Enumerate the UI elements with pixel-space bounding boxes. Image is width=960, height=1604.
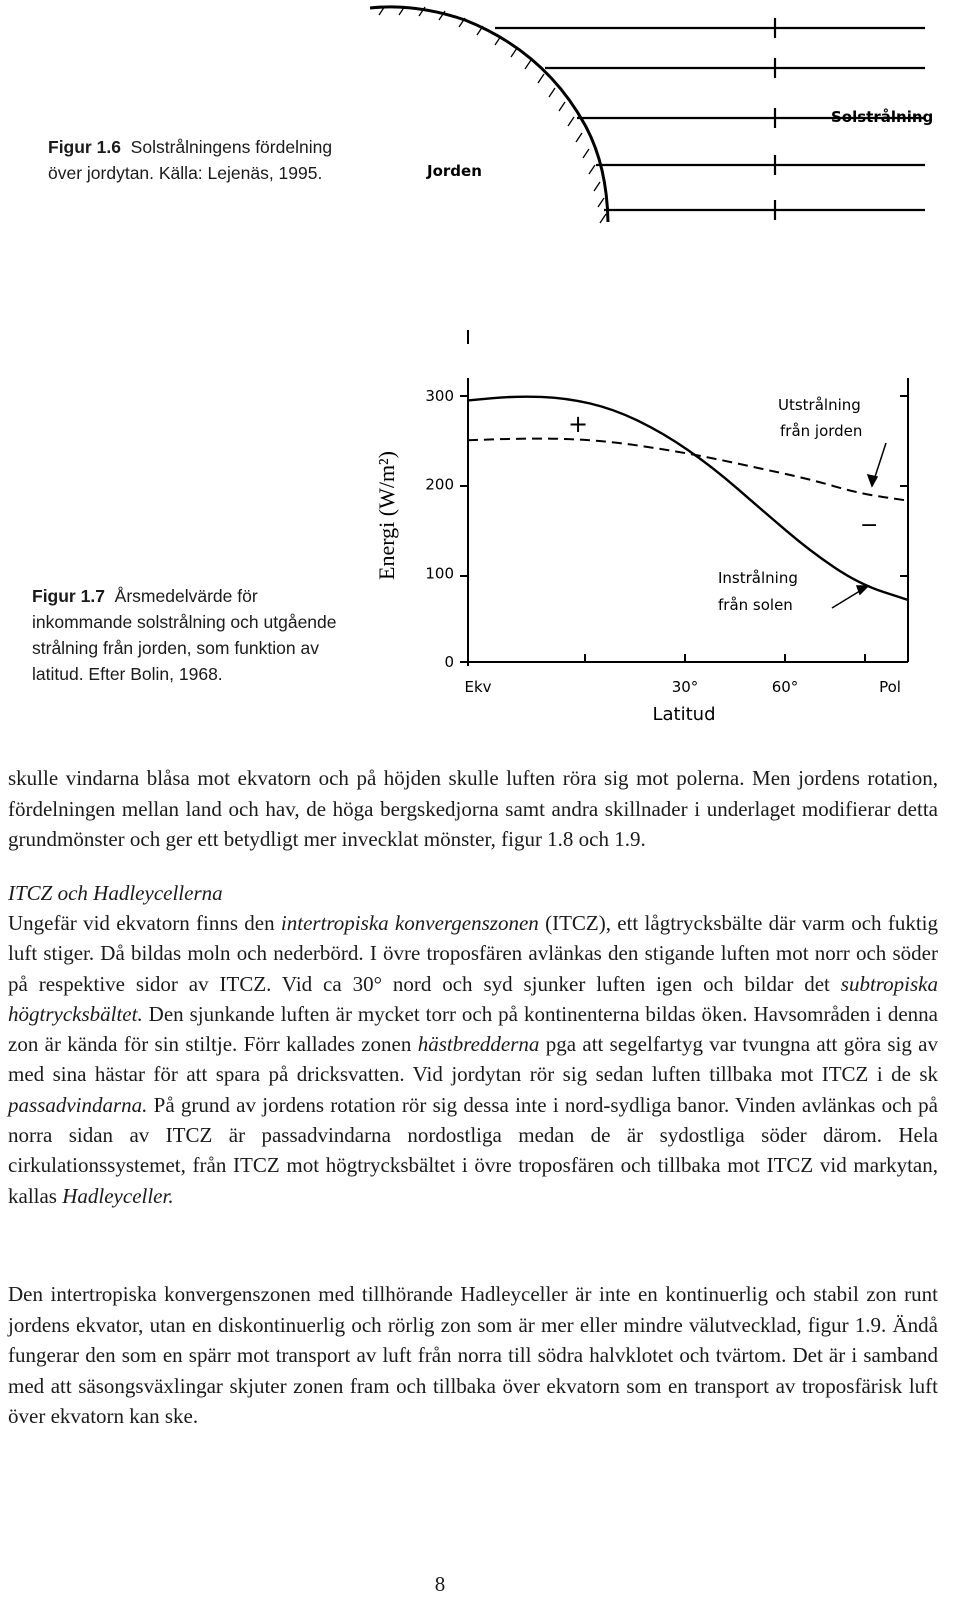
figure-1-6-diagram [355,0,945,225]
figure-1-6-caption [48,134,348,186]
outgoing-radiation-line [468,439,908,501]
x-axis-label: Latitud [652,704,716,725]
hatch-mark [525,60,531,69]
x-tick-label: Pol [879,678,901,696]
x-tick-label: 30° [671,678,699,696]
legend-outgoing-line2: från jorden [780,422,863,440]
label-solar-radiation: Solstrålning [831,108,934,126]
hatch-mark [589,165,595,174]
label-earth: Jorden [427,162,482,180]
y-tick-label: 100 [425,564,454,583]
annotation-minus: − [860,513,879,538]
italic-term: passadvindarna. [8,1092,148,1117]
figure-1-7-caption-text: Årsmedelvärde för inkommande solstrålning och utgående strålning från jorden, som funktion av latitud. Efter Bolin, 1968. [32,586,337,684]
italic-term: subtropiska högtrycksbältet. [8,971,938,1026]
annotation-plus: + [568,410,589,438]
section-itcz [8,878,938,1211]
legend-incoming-line1: Instrålning [718,569,798,587]
hatch-mark [594,182,600,191]
text-run: Ungefär vid ekvatorn finns den [8,911,281,935]
text-run: (ITCZ), ett lågtrycksbälte där varm och fuktig luft stiger. Då bildas moln och nederbörd. I övre troposfären avlänkas den stigande luften mot norr och söder på respektive sidor av ITCZ. Vid ca 30° nord och syd sjunker luften igen och bildar det [8,911,938,996]
right-ticks [900,396,908,576]
y-ticks [460,396,468,662]
italic-term: hästbredderna [417,1032,540,1057]
figure-1-7-caption [32,583,352,687]
text-run: pga att segelfartyg var tvungna att göra sig av med sina hästar för att spara på dricksvatten. Vid jordytan rör sig sedan luften tillbaka mot ITCZ i de sk [8,1032,938,1087]
hatch-mark [559,102,565,111]
page-number: 8 [434,1572,446,1596]
legend-outgoing-line1: Utstrålning [778,396,861,414]
x-tick-label: 60° [771,678,799,696]
hatch-mark [538,74,544,83]
y-axis-label: Energi (W/m²) [374,451,399,580]
hatch-mark [583,149,589,158]
hatch-mark [549,88,555,97]
paragraph-itcz-variability: Den intertropiska konvergenszonen med tillhörande Hadleyceller är inte en kontinuerlig och stabil zon runt jordens ekvator, utan en diskontinuerlig och rörlig zon som är mer eller mindre välutvecklad, figur 1.9. Ändå fungerar den som en spärr mot transport av luft från norra till södra halvklotet och tvärtom. Det är i samband med att säsongsväxlingar skjuter zonen fram och tillbaka över ekvatorn som en transport av troposfärisk luft över ekvatorn kan ske. [8,1282,938,1428]
figure-1-7-label: Figur 1.7 [32,586,105,606]
section-heading: ITCZ och Hadleycellerna [8,881,223,905]
text-run: På grund av jordens rotation rör sig dessa inte i nord-sydliga banor. Vinden avlänkas och på norra sidan av ITCZ är passadvindarna nordostliga medan de är sydostliga söder därom. Hela cirkulationssystemet, från ITCZ mot högtrycksbältet i övre troposfären och tillbaka mot ITCZ vid markytan, kallas [8,1092,938,1208]
surface-hatching [379,6,606,223]
italic-term: Hadleyceller. [62,1183,174,1208]
y-tick-label: 200 [425,475,454,494]
hatch-mark [568,117,574,126]
figure-1-7-chart [360,318,950,738]
hatch-mark [576,133,582,142]
figure-1-6-caption-text: Solstrålningens fördelning över jordytan. Källa: Lejenäs, 1995. [48,137,333,183]
hatch-mark [598,198,604,207]
hatch-mark [600,214,606,223]
legend-incoming-line2: från solen [718,596,793,614]
x-ticks [585,654,865,662]
paragraph-intro: skulle vindarna blåsa mot ekvatorn och på höjden skulle luften röra sig mot polerna. Men jordens rotation, fördelningen mellan land och hav, de höga bergskedjorna samt andra skillnader i underlaget modifierar detta grundmönster och ger ett betydligt mer invecklat mönster, figur 1.8 och 1.9. [8,766,938,851]
earth-surface-arc [370,7,608,222]
text-run: Den sjunkande luften är mycket torr och på kontinenterna bildas öken. Havsområden i denna zon är kända för sin stiltje. Förr kallades zonen [8,1001,938,1057]
hatch-mark [511,48,517,57]
y-tick-label: 0 [444,653,454,671]
italic-term: intertropiska konvergenszonen [280,911,539,935]
paragraph-itcz [8,908,938,1211]
x-tick-label: Ekv [464,678,492,696]
y-tick-label: 300 [425,387,454,405]
figure-1-6-label: Figur 1.6 [48,137,121,157]
